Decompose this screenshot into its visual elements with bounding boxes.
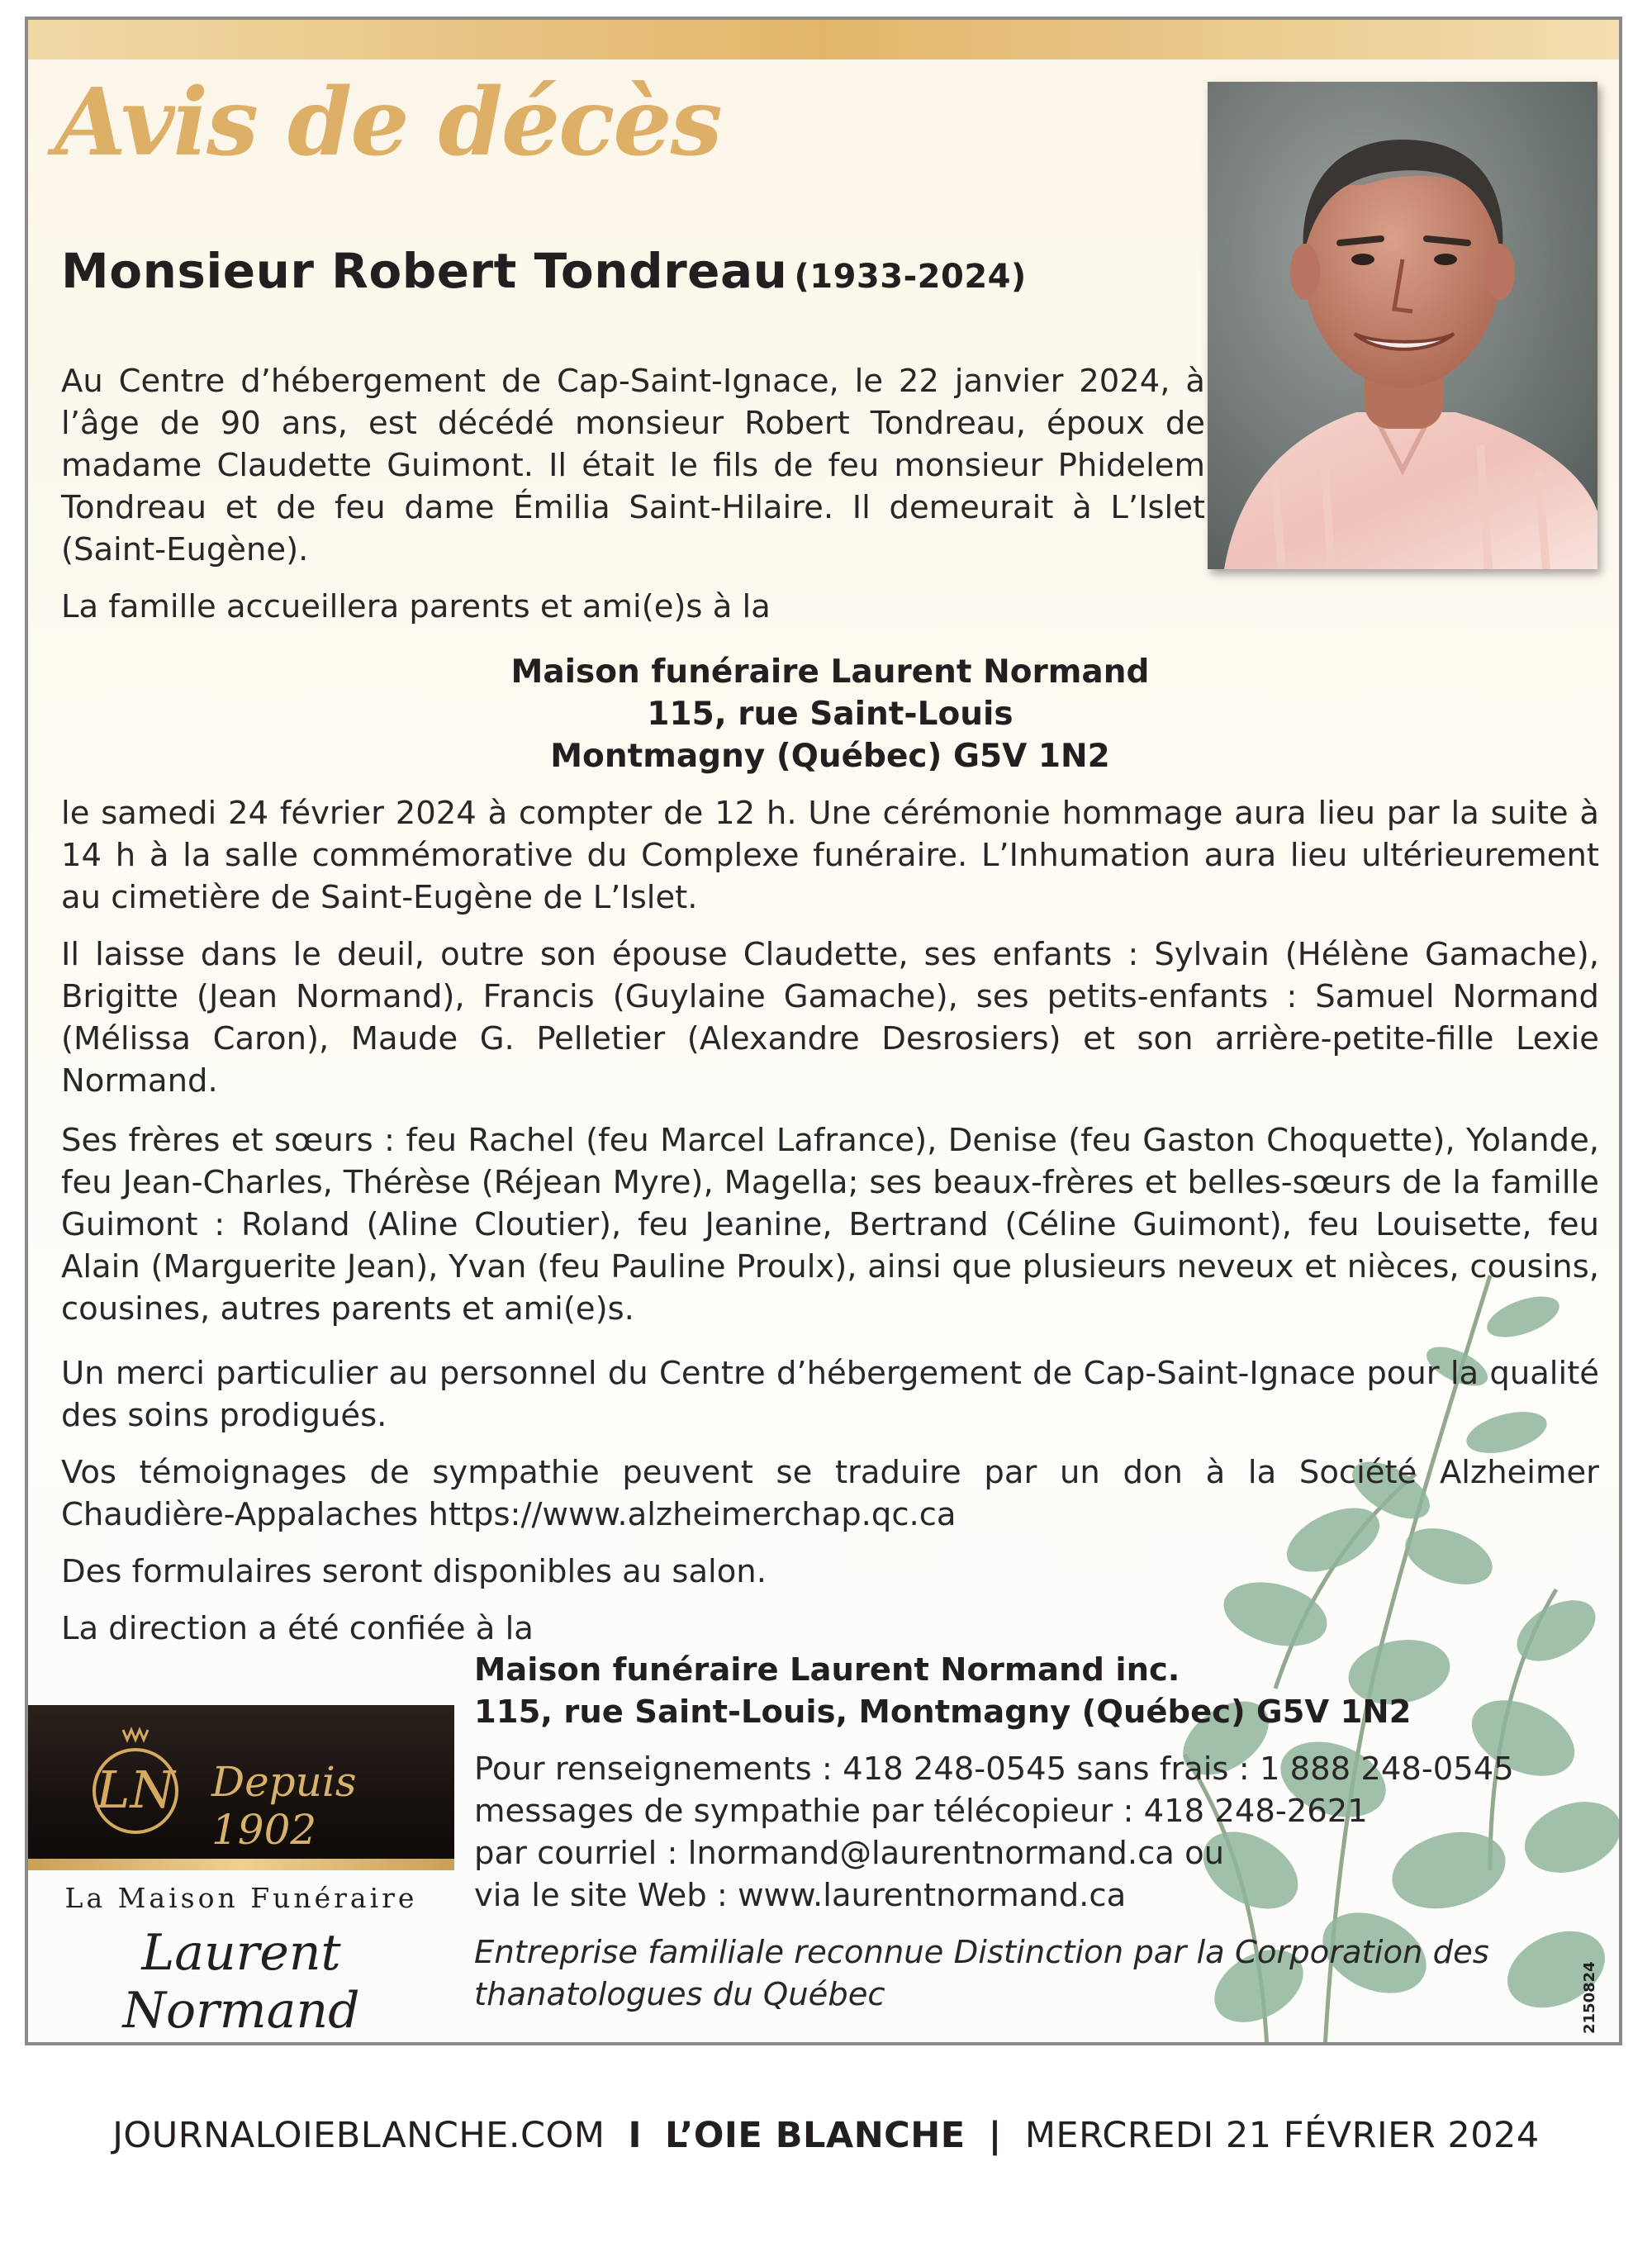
visitation-street: 115, rue Saint-Louis <box>647 696 1014 733</box>
ln-monogram-logo <box>45 1705 210 1870</box>
deceased-full-name: Monsieur Robert Tondreau <box>61 243 788 299</box>
portrait-photo <box>1208 82 1597 569</box>
footer-separator-2: | <box>988 2115 1002 2156</box>
logo-caption-line1: La Maison Funéraire <box>64 1882 418 1914</box>
thanks-paragraph: Un merci particulier au personnel du Centre d’hébergement de Cap-Saint-Ignace pour la qualité des soins prodigués. <box>61 1355 1599 1434</box>
funeral-home-fax: messages de sympathie par télécopieur : 418 248-2621 <box>474 1793 1368 1830</box>
deceased-years: (1933-2024) <box>794 258 1027 296</box>
forms-paragraph: Des formulaires seront disponibles au salon. <box>61 1553 767 1590</box>
publication-footer <box>0 2115 1652 2156</box>
logo-since: Depuis 1902 <box>211 1758 357 1854</box>
donations-paragraph: Vos témoignages de sympathie peuvent se traduire par un don à la Société Alzheimer Chaudière-Appalaches https://www.alzheimerchap.qc.ca <box>61 1454 1599 1533</box>
siblings-paragraph: Ses frères et sœurs : feu Rachel (feu Marcel Lafrance), Denise (feu Gaston Choquette), Yolande, feu Jean-Charles, Thérèse (Réjean Myre), Magella; ses beaux-frères et belles-sœurs de la famille Guimont : Roland (Aline Cloutier), feu Jeanine, Bertrand (Céline Guimont), feu Louisette, feu Alain (Marguerite Jean), Yvan (feu Pauline Proulx), ainsi que plusieurs neveux et nièces, cousins, cousines, autres parents et ami(e)s. <box>61 1122 1599 1328</box>
header-gold-band <box>28 20 1619 59</box>
direction-paragraph: La direction a été confiée à la <box>61 1610 534 1647</box>
logo-monogram: LN <box>96 1760 175 1820</box>
funeral-home-logo <box>28 1705 454 1870</box>
footer-separator: I <box>628 2115 642 2156</box>
funeral-home-tagline-2: thanatologues du Québec <box>474 1976 885 2013</box>
funeral-home-phone: Pour renseignements : 418 248-0545 sans frais : 1 888 248-0545 <box>474 1751 1514 1788</box>
visitation-home-name: Maison funéraire Laurent Normand <box>510 653 1150 691</box>
funeral-home-contact <box>474 1649 1514 2016</box>
visitation-city: Montmagny (Québec) G5V 1N2 <box>550 738 1110 775</box>
funeral-home-email: par courriel : lnormand@laurentnormand.ca ou <box>474 1835 1225 1872</box>
funeral-home-address: 115, rue Saint-Louis, Montmagny (Québec) G5V 1N2 <box>474 1694 1412 1731</box>
funeral-home-name: Maison funéraire Laurent Normand inc. <box>474 1651 1180 1689</box>
funeral-home-tagline-1: Entreprise familiale reconnue Distinction par la Corporation des <box>474 1934 1489 1971</box>
visitation-paragraph: le samedi 24 février 2024 à compter de 12 h. Une cérémonie hommage aura lieu par la suite à 14 h à la salle commémorative du Complexe funéraire. L’Inhumation aura lieu ultérieurement au cimetière de Saint-Eugène de L’Islet. <box>61 795 1599 916</box>
footer-date: MERCREDI 21 FÉVRIER 2024 <box>1024 2115 1540 2156</box>
visitation-address <box>61 651 1599 777</box>
footer-website: JOURNALOIEBLANCHE.COM <box>112 2115 605 2156</box>
logo-gold-line <box>28 1859 454 1870</box>
survivors-paragraph: Il laisse dans le deuil, outre son épouse Claudette, ses enfants : Sylvain (Hélène Gamache), Brigitte (Jean Normand), Francis (Guylaine Gamache), ses petits-enfants : Samuel Normand (Mélissa Caron), Maude G. Pelletier (Alexandre Desrosiers) et son arrière-petite-fille Lexie Normand. <box>61 936 1599 1100</box>
obituary-notice <box>25 17 1622 2045</box>
intro-paragraph: Au Centre d’hébergement de Cap-Saint-Ignace, le 22 janvier 2024, à l’âge de 90 ans, est décédé monsieur Robert Tondreau, époux de madame Claudette Guimont. Il était le fils de feu monsieur Phidelem Tondreau et de feu dame Émilia Saint-Hilaire. Il demeurait à L’Islet (Saint-Eugène). <box>61 363 1205 568</box>
footer-publication: L’OIE BLANCHE <box>665 2115 966 2156</box>
deceased-name <box>61 243 1027 299</box>
funeral-home-website: via le site Web : www.laurentnormand.ca <box>474 1877 1127 1914</box>
logo-caption-line2: Laurent Normand <box>122 1924 360 2040</box>
family-welcome-paragraph: La famille accueillera parents et ami(e)s à la <box>61 588 771 625</box>
ad-code: 2150824 <box>1581 1961 1598 2034</box>
notice-heading: Avis de décès <box>55 69 721 177</box>
